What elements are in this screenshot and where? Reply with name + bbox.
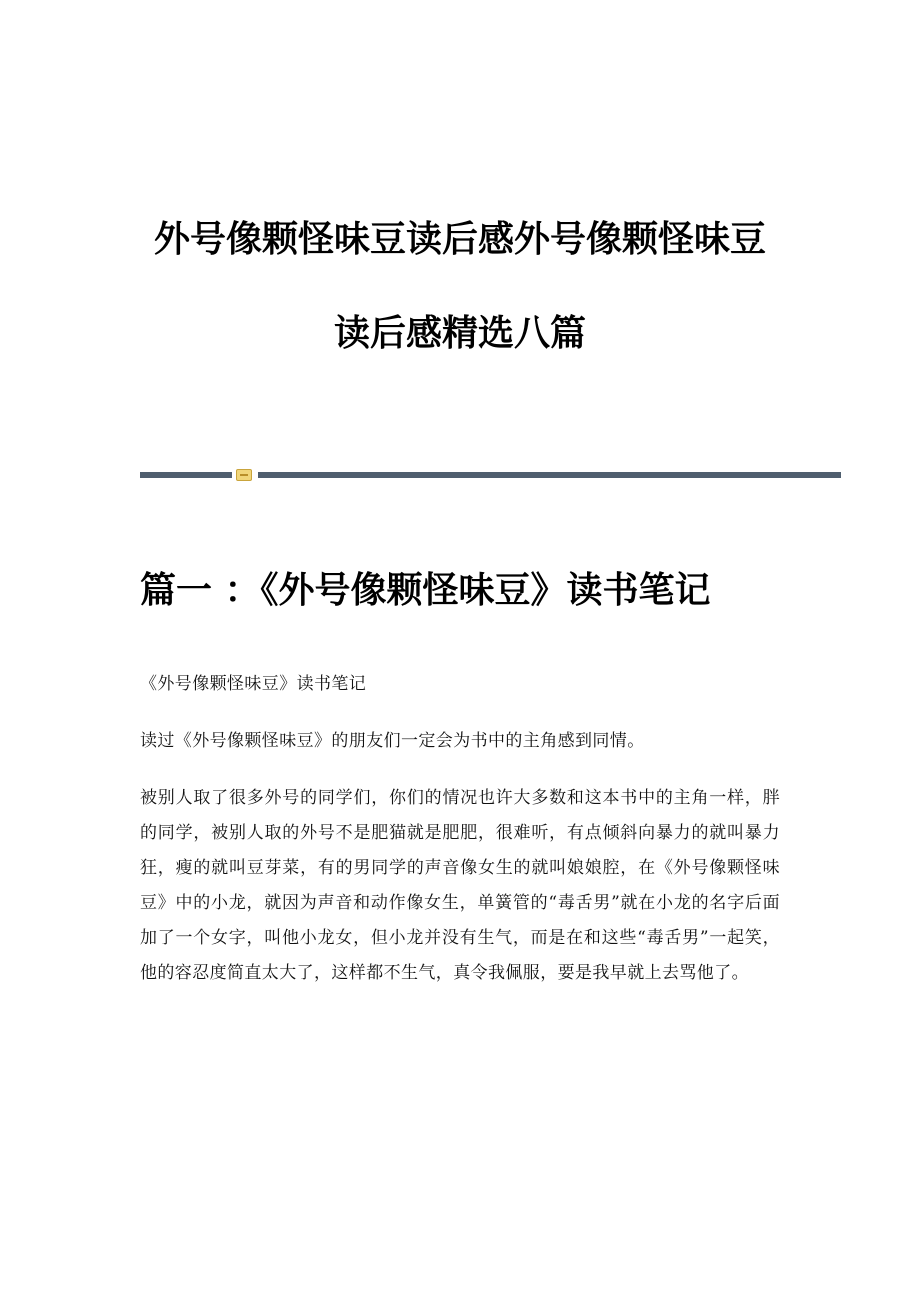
paragraph-1: 读过《外号像颗怪味豆》的朋友们一定会为书中的主角感到同情。 — [140, 731, 645, 751]
paragraph-2: 被别人取了很多外号的同学们，你们的情况也许大多数和这本书中的主角一样，胖的同学，被别人取的外号不是肥猫就是肥肥，很难听，有点倾斜向暴力的就叫暴力狂，瘦的就叫豆芽菜，有的男同学的声音像女生的就叫娘娘腔，在《外号像颗怪味豆》中的小龙，就因为声音和动作像女生，单簧管的“毒舌男”就在小龙的名字后面加了一个女字，叫他小龙女，但小龙并没有生气，而是在和这些“毒舌男”一起笑，他的容忍度简直太大了，这样都不生气，真令我佩服，要是我早就上去骂他了。 — [140, 788, 780, 983]
section-divider — [140, 468, 841, 482]
document-title-line-1: 外号像颗怪味豆读后感外号像颗怪味豆 — [153, 219, 766, 260]
section-heading: 篇一 ：《外号像颗怪味豆》读书笔记 — [140, 570, 711, 611]
document-title-line-2: 读后感精选八篇 — [333, 313, 586, 354]
divider-bar-right — [258, 472, 841, 478]
divider-ornament-icon — [236, 469, 252, 481]
article-subtitle: 《外号像颗怪味豆》读书笔记 — [140, 674, 367, 694]
divider-bar-left — [140, 472, 232, 478]
